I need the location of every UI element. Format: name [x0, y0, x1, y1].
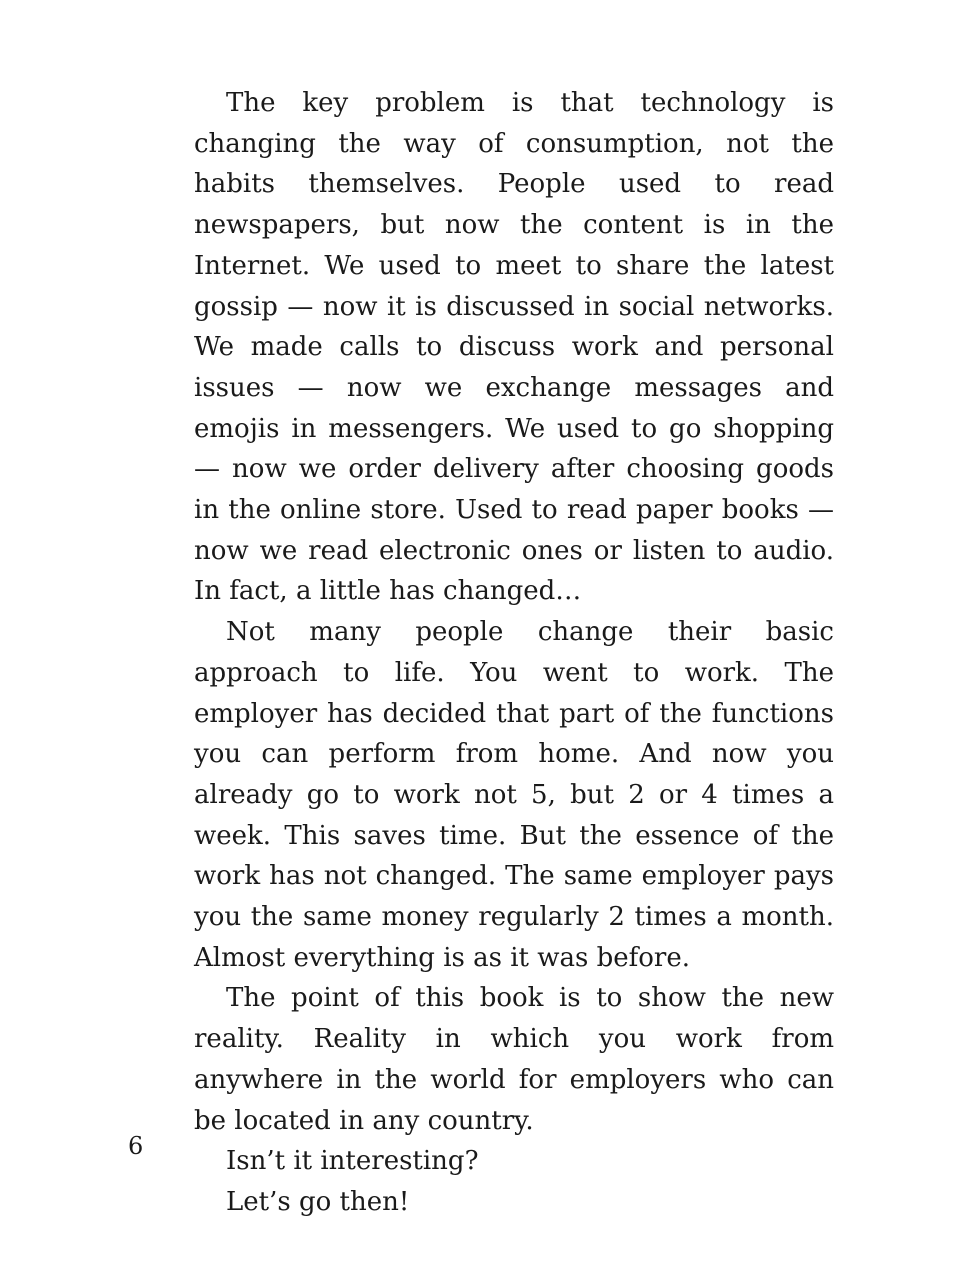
paragraph: Isn’t it interesting? [226, 1146, 479, 1177]
paragraph: The point of this book is to show the new reality. Reality in which you work from anywhere in the world for employers who can be located in any country. [194, 983, 834, 1136]
paragraph: Not many people change their basic approach to life. You went to work. The employer has decided that part of the functions you can perform from home. And now you already go to work not 5, but 2 or 4 times a week. This saves time. But the essence of the work has not changed. The same employer pays you the same money regularly 2 times a month. Almost everything is as it was before. [194, 617, 834, 973]
page-number: 6 [128, 1132, 144, 1160]
paragraph: Let’s go then! [226, 1186, 410, 1217]
paragraph: The key problem is that technology is changing the way of consumption, not the habits themselves. People used to read newspapers, but now the content is in the Internet. We used to meet to share the latest gossip — now it is discussed in social networks. We made calls to discuss work and personal issues — now we exchange messages and emojis in messengers. We used to go shopping — now we order delivery after choosing goods in the online store. Used to read paper books — now we read electronic ones or listen to audio. In fact, a little has changed… [194, 88, 834, 607]
page-body [194, 83, 834, 1223]
